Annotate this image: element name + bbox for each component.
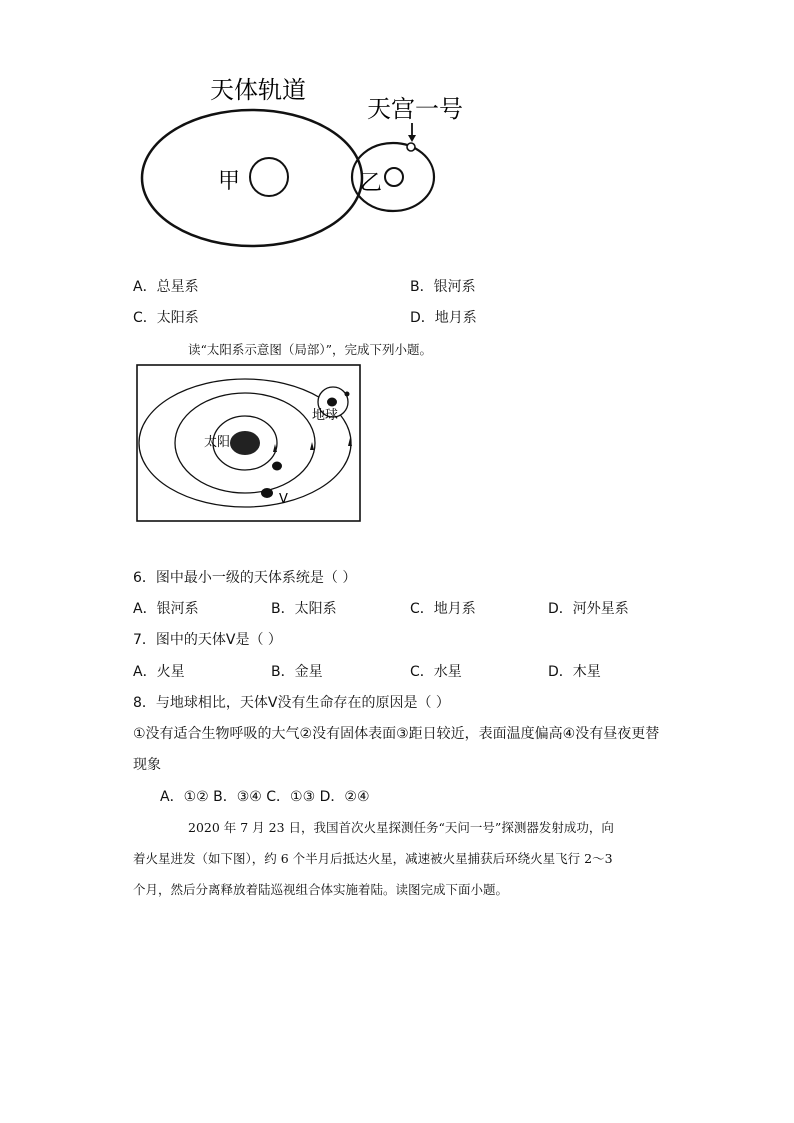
label-orbit: 天体轨道: [210, 76, 306, 104]
passage-line3: 个月，然后分离释放着陆巡视组合体实施着陆。读图完成下面小题。: [133, 882, 509, 897]
q7-option-b: B．金星: [271, 664, 323, 680]
q5-option-d: D．地月系: [410, 310, 477, 326]
station-arrowhead: [408, 135, 416, 142]
planet-inner: [272, 462, 282, 471]
station-dot: [407, 143, 415, 151]
label-v: V: [279, 492, 288, 507]
label-yi: 乙: [360, 171, 383, 196]
q5-option-a: A．总星系: [133, 279, 199, 295]
moon: [345, 392, 350, 397]
q6-stem: 6．图中最小一级的天体系统是（ ）: [133, 570, 357, 586]
body-jia: [250, 158, 288, 196]
intro-solar-system: 读“太阳系示意图（局部）”，完成下列小题。: [188, 342, 433, 357]
body-yi: [385, 168, 403, 186]
q6-option-a: A．银河系: [133, 601, 199, 617]
orbit-diagram: [130, 70, 480, 255]
q5-option-c: C．太阳系: [133, 310, 199, 326]
q7-option-c: C．水星: [410, 664, 462, 680]
label-station: 天宫一号: [367, 95, 463, 123]
planet-v: [261, 488, 273, 498]
q8-statements-line1: ①没有适合生物呼吸的大气②没有固体表面③距日较近，表面温度偏高④没有昼夜更替: [133, 726, 660, 742]
arrow-orbit-2: [310, 442, 314, 450]
label-earth: 地球: [312, 408, 339, 423]
q7-stem: 7．图中的天体V是（ ）: [133, 632, 282, 648]
q7-option-a: A．火星: [133, 664, 185, 680]
q7-option-d: D．木星: [548, 664, 601, 680]
label-sun: 太阳: [204, 435, 231, 450]
q6-option-d: D．河外星系: [548, 601, 629, 617]
q6-option-c: C．地月系: [410, 601, 476, 617]
q8-stem: 8．与地球相比，天体V没有生命存在的原因是（ ）: [133, 695, 450, 711]
sun: [230, 431, 260, 455]
q8-options: A．①② B．③④ C．①③ D．②④: [160, 789, 370, 805]
q5-option-b: B．银河系: [410, 279, 476, 295]
solar-system-diagram: [136, 364, 362, 524]
q8-statements-line2: 现象: [133, 757, 161, 773]
large-orbit: [142, 110, 362, 246]
passage-line1: 2020 年 7 月 23 日，我国首次火星探测任务“天问一号”探测器发射成功，向: [188, 820, 614, 835]
q6-option-b: B．太阳系: [271, 601, 337, 617]
passage-line2: 着火星进发（如下图），约 6 个半月后抵达火星，减速被火星捕获后环绕火星飞行 2～3: [133, 851, 613, 866]
label-jia: 甲: [218, 169, 241, 194]
earth: [327, 398, 337, 407]
